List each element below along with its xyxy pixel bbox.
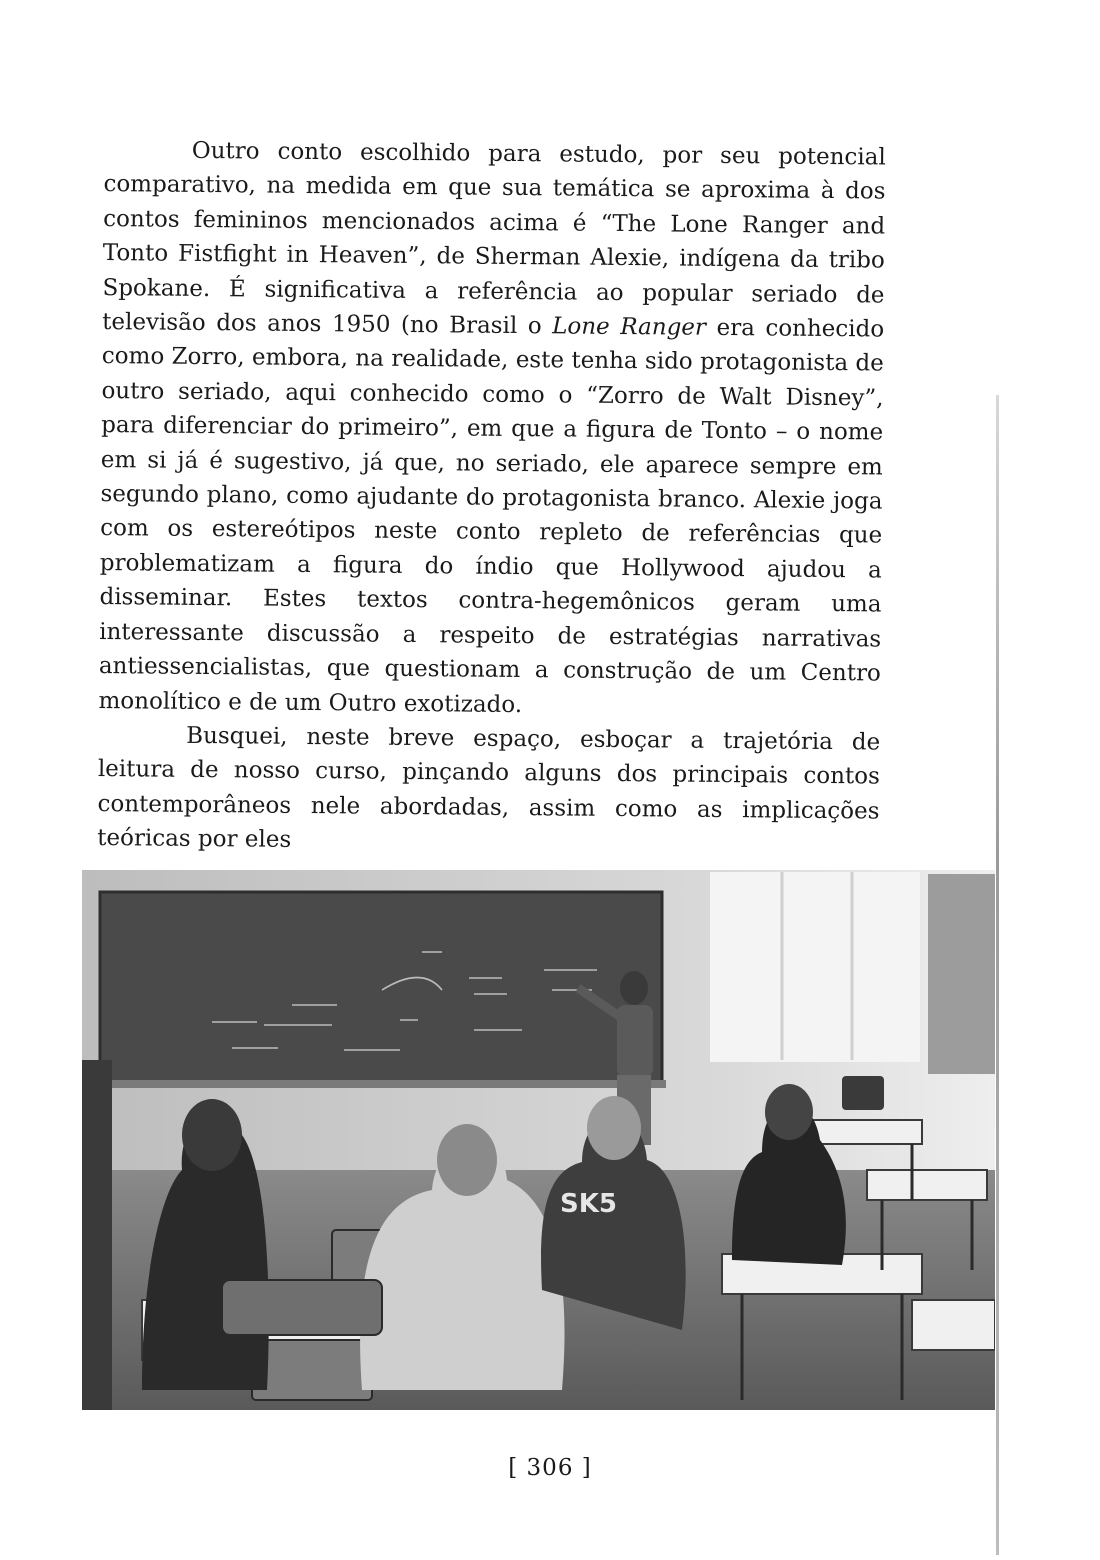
chalkboard	[100, 892, 662, 1082]
page-number: [ 306 ]	[508, 1455, 592, 1481]
classroom-photo	[82, 870, 995, 1410]
chalk-ledge	[96, 1080, 666, 1088]
paragraph-text: Outro conto escolhido para estudo, por seu potencial comparativo, na medida em que sua temática se aproxima à dos contos femininos mencionados acima é “The Lone Ranger and Tonto Fistfight in Heaven”, de Sherman Alexie, indígena da tribo Spokane. É significativa a referência ao popular seriado de televisão dos anos 1950 (no Brasil o	[102, 137, 886, 340]
classroom-photo-drawing	[82, 870, 995, 1410]
body-text	[97, 133, 886, 863]
emphasis-title: Lone Ranger	[552, 313, 707, 341]
paragraph: Busquei, neste breve espaço, esboçar a trajetória de leitura de nosso curso, pinçando alguns dos principais contos contemporâneos nele abordadas, assim como as implicações teóricas por eles	[97, 722, 881, 853]
curtain	[928, 874, 995, 1074]
paragraph-text: era conhecido como Zorro, embora, na realidade, este tenha sido protagonista de outro seriado, aqui conhecido como o “Zorro de Walt Disney”, para diferenciar do primeiro”, em que a figura de Tonto – o nome em si já é sugestivo, já que, no seriado, ele aparece sempre em segundo plano, como ajudante do protagonista branco. Alexie joga com os estereótipos neste conto repleto de referências que problematizam a figura do índio que Hollywood ajudou a disseminar. Estes textos contra-hegemônicos geram uma interessante discussão a respeito de estratégias narrativas antiessencialistas, que questionam a construção de um Centro monolítico e de um Outro exotizado.	[98, 314, 885, 718]
bag	[222, 1280, 382, 1335]
shirt-print: SK5	[560, 1189, 617, 1219]
backpack	[842, 1076, 884, 1110]
window	[710, 872, 920, 1062]
scan-shadow-edge	[996, 395, 999, 1555]
paragraph	[98, 133, 886, 725]
